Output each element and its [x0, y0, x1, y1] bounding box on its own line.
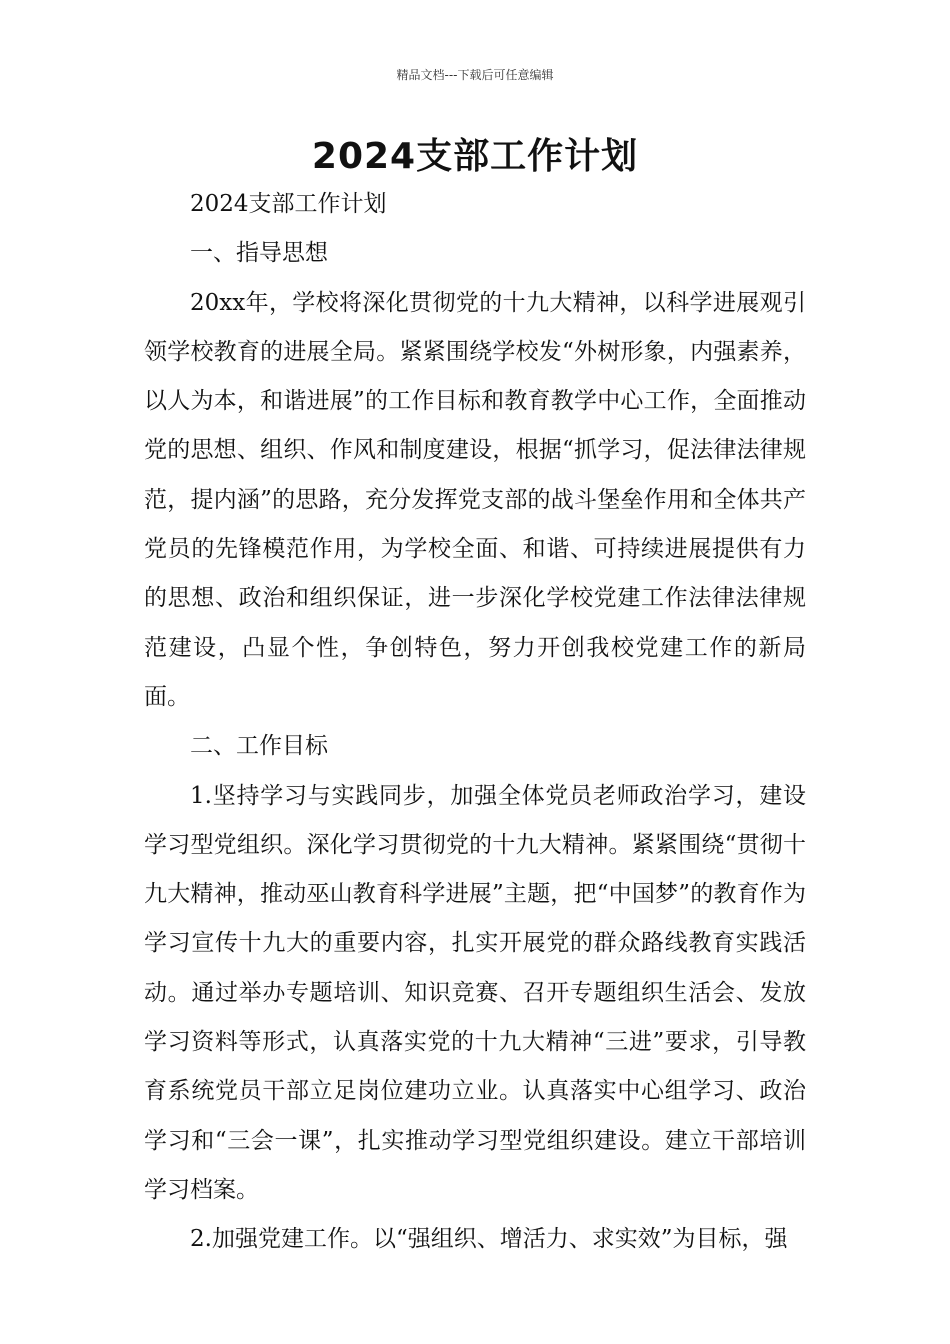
body-paragraph: 1.坚持学习与实践同步，加强全体党员老师政治学习，建设学习型党组织。深化学习贯彻党的十九大精神。紧紧围绕“贯彻十九大精神，推动巫山教育科学进展”主题，把“中国梦”的教育作为学习宣传十九大的重要内容，扎实开展党的群众路线教育实践活动。通过举办专题培训、知识竞赛、召开专题组织生活会、发放学习资料等形式，认真落实党的十九大精神“三进”要求，引导教育系统党员干部立足岗位建功立业。认真落实中心组学习、政治学习和“三会一课”，扎实推动学习型党组织建设。建立干部培训学习档案。	[144, 782, 806, 1203]
subtitle-paragraph: 2024支部工作计划	[190, 191, 387, 217]
body-paragraph: 20xx年，学校将深化贯彻党的十九大精神，以科学进展观引领学校教育的进展全局。紧紧围绕学校发“外树形象，内强素养，以人为本，和谐进展”的工作目标和教育教学中心工作，全面推动党的思想、组织、作风和制度建设，根据“抓学习，促法律法律规范，提内涵”的思路，充分发挥党支部的战斗堡垒作用和全体共产党员的先锋模范作用，为学校全面、和谐、可持续进展提供有力的思想、政治和组织保证，进一步深化学校党建工作法律法律规范建设，凸显个性，争创特色，努力开创我校党建工作的新局面。	[144, 289, 806, 710]
document-body	[144, 180, 806, 1265]
body-paragraph: 2.加强党建工作。以“强组织、增活力、求实效”为目标，强	[190, 1226, 788, 1253]
section-heading-guiding-thought: 一、指导思想	[190, 240, 328, 267]
header-note: 精品文档---下载后可任意编辑	[396, 68, 554, 82]
section-heading-work-goals: 二、工作目标	[190, 733, 328, 760]
document-title: 2024支部工作计划	[311, 136, 639, 177]
